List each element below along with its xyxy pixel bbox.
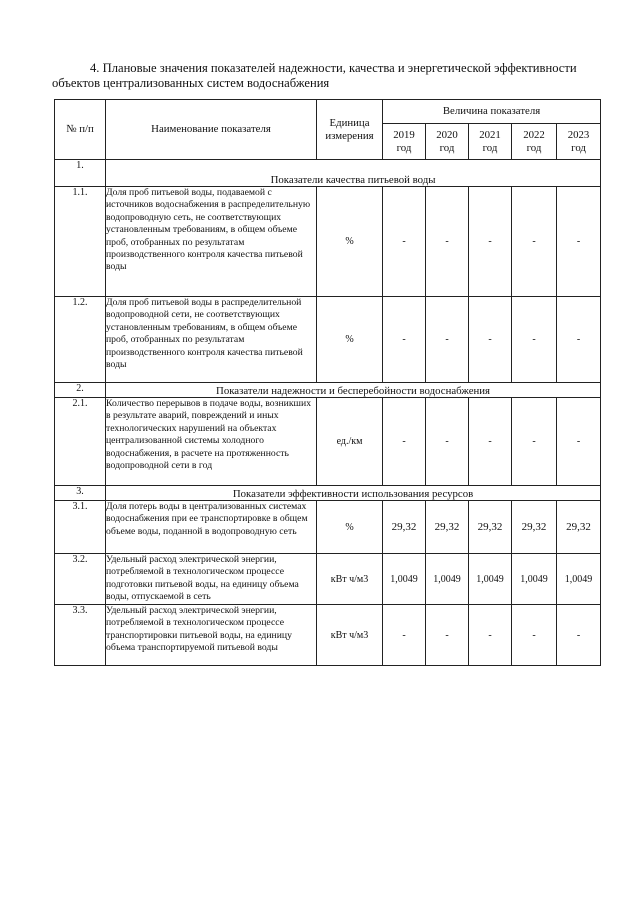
row-value: 1,0049	[426, 554, 469, 605]
row-name: Доля проб питьевой воды, подаваемой с источников водоснабжения в распределительную водопроводную сеть, не соответствующих установленным требованиям, в общем объеме проб, отобранных по результатам производственного контроля качества питьевой воды	[106, 187, 317, 297]
header-unit-line-1: Единица	[329, 116, 370, 129]
row-value: -	[469, 187, 512, 297]
section-num: 2.	[55, 383, 106, 398]
row-value: -	[512, 605, 557, 666]
header-year-value: 2019	[393, 128, 415, 141]
row-value: -	[426, 187, 469, 297]
row-unit: %	[317, 501, 383, 554]
row-value: 1,0049	[512, 554, 557, 605]
title-line-2: объектов централизованных систем водоснабжения	[52, 76, 330, 90]
header-year-2023	[557, 124, 601, 160]
section-num: 1.	[55, 160, 106, 187]
header-year-suffix: год	[396, 141, 412, 154]
header-year-2022	[512, 124, 557, 160]
section-title: Показатели эффективности использования ресурсов	[106, 486, 601, 501]
section-row	[55, 160, 601, 187]
row-num: 3.3.	[55, 605, 106, 666]
document-title	[52, 61, 604, 91]
row-name: Удельный расход электрической энергии, потребляемой в технологическом процессе транспортировки питьевой воды, на единицу объема транспортируемой питьевой воды	[106, 605, 317, 666]
row-value: -	[512, 297, 557, 383]
row-unit: кВт ч/м3	[317, 605, 383, 666]
row-unit: ед./км	[317, 398, 383, 486]
row-num: 2.1.	[55, 398, 106, 486]
header-year-suffix: год	[571, 141, 586, 154]
row-value: -	[383, 605, 426, 666]
header-num: № п/п	[55, 100, 106, 160]
row-name: Количество перерывов в подаче воды, возникших в результате аварий, повреждений и иных технологических нарушений на объектах централизованной системы холодного водоснабжения, в расчете на протяженность водопроводной сети в год	[106, 398, 317, 486]
header-name: Наименование показателя	[106, 100, 317, 160]
header-year-value: 2022	[523, 128, 545, 141]
row-unit: кВт ч/м3	[317, 554, 383, 605]
section-title: Показатели качества питьевой воды	[106, 160, 601, 187]
row-value: -	[469, 398, 512, 486]
row-value: -	[383, 398, 426, 486]
header-value-group: Величина показателя	[383, 100, 601, 124]
row-value: -	[557, 187, 601, 297]
row-value: 1,0049	[557, 554, 601, 605]
section-row	[55, 486, 601, 501]
header-year-2020	[426, 124, 469, 160]
header-year-2019	[383, 124, 426, 160]
header-year-value: 2020	[436, 128, 458, 141]
row-value: -	[512, 187, 557, 297]
row-value: -	[469, 297, 512, 383]
row-value: -	[557, 398, 601, 486]
row-value: 29,32	[426, 501, 469, 554]
header-unit	[317, 100, 383, 160]
section-num: 3.	[55, 486, 106, 501]
table-row	[55, 554, 601, 605]
row-num: 3.2.	[55, 554, 106, 605]
row-num: 1.1.	[55, 187, 106, 297]
indicators-table	[54, 99, 601, 666]
header-year-suffix: год	[439, 141, 455, 154]
header-year-value: 2021	[479, 128, 501, 141]
row-num: 3.1.	[55, 501, 106, 554]
header-year-suffix: год	[526, 141, 542, 154]
header-row-1	[55, 100, 601, 124]
table-row	[55, 605, 601, 666]
header-year-2021	[469, 124, 512, 160]
row-value: 1,0049	[469, 554, 512, 605]
row-value: -	[383, 187, 426, 297]
header-year-suffix: год	[482, 141, 498, 154]
section-row	[55, 383, 601, 398]
row-unit: %	[317, 297, 383, 383]
row-value: -	[426, 297, 469, 383]
row-unit: %	[317, 187, 383, 297]
row-value: 29,32	[383, 501, 426, 554]
row-value: -	[426, 605, 469, 666]
row-value: 1,0049	[383, 554, 426, 605]
row-value: -	[426, 398, 469, 486]
row-value: 29,32	[512, 501, 557, 554]
header-year-value: 2023	[567, 128, 590, 141]
header-unit-line-2: измерения	[325, 129, 374, 142]
section-title: Показатели надежности и бесперебойности водоснабжения	[106, 383, 601, 398]
row-value: -	[512, 398, 557, 486]
table-row	[55, 297, 601, 383]
row-num: 1.2.	[55, 297, 106, 383]
table-row	[55, 501, 601, 554]
table-row	[55, 398, 601, 486]
row-value: -	[383, 297, 426, 383]
row-value: 29,32	[557, 501, 601, 554]
table-row	[55, 187, 601, 297]
row-value: -	[557, 297, 601, 383]
row-name: Доля потерь воды в централизованных системах водоснабжения при ее транспортировке в общем объеме воды, поданной в водопроводную сеть	[106, 501, 317, 554]
row-value: -	[557, 605, 601, 666]
title-line-1: 4. Плановые значения показателей надежности, качества и энергетической эффективности	[90, 61, 577, 75]
row-name: Удельный расход электрической энергии, потребляемой в технологическом процессе подготовки питьевой воды, на единицу объема воды, отпускаемой в сеть	[106, 554, 317, 605]
row-name: Доля проб питьевой воды в распределительной водопроводной сети, не соответствующих установленным требованиям, в общем объеме проб, отобранных по результатам производственного контроля качества питьевой воды	[106, 297, 317, 383]
row-value: -	[469, 605, 512, 666]
row-value: 29,32	[469, 501, 512, 554]
